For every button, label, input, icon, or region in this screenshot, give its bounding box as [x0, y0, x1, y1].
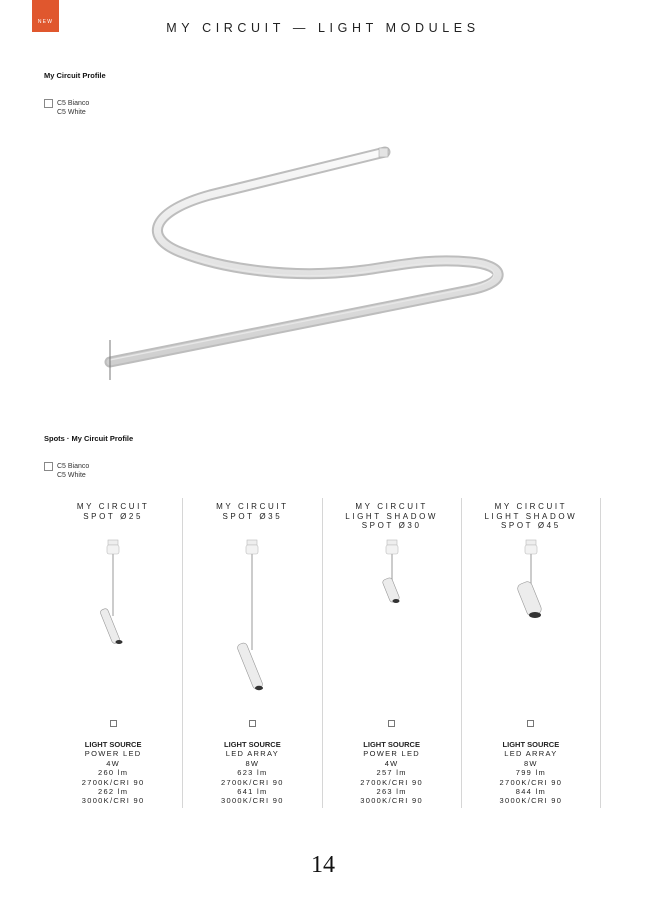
- circuit-profile-image: [100, 140, 520, 390]
- spots-grid: [44, 498, 601, 808]
- spot-image: [212, 538, 292, 698]
- product-name: MY CIRCUIT LIGHT SHADOW SPOT Ø30: [345, 502, 439, 530]
- spots-section-title: Spots · My Circuit Profile: [44, 434, 134, 443]
- spots-finish-checkbox[interactable]: [44, 462, 53, 471]
- page-title: MY CIRCUIT — LIGHT MODULES: [166, 21, 480, 35]
- product-column: [182, 498, 321, 808]
- spot-image: [491, 538, 571, 698]
- profile-finish-checkbox[interactable]: [44, 99, 53, 108]
- product-specs: LIGHT SOURCE POWER LED 4W 257 lm 2700K/CRI 90 263 lm 3000K/CRI 90: [360, 740, 423, 806]
- profile-finish-option[interactable]: [44, 99, 89, 117]
- product-name: MY CIRCUIT SPOT Ø25: [76, 502, 150, 521]
- product-checkbox[interactable]: [110, 720, 117, 727]
- product-specs: LIGHT SOURCE LED ARRAY 8W 623 lm 2700K/CRI 90 641 lm 3000K/CRI 90: [221, 740, 284, 806]
- product-checkbox[interactable]: [388, 720, 395, 727]
- spot-image: [352, 538, 432, 698]
- spots-finish-option[interactable]: [44, 462, 89, 480]
- profile-section-title: My Circuit Profile: [44, 71, 106, 80]
- product-checkbox[interactable]: [527, 720, 534, 727]
- product-specs: LIGHT SOURCE LED ARRAY 8W 799 lm 2700K/CRI 90 844 lm 3000K/CRI 90: [499, 740, 563, 806]
- finish-name-it: C5 Bianco: [57, 463, 90, 470]
- product-column: [44, 498, 182, 808]
- product-name: MY CIRCUIT SPOT Ø35: [216, 502, 289, 521]
- finish-name-en: C5 White: [57, 109, 86, 116]
- page-number: 14: [311, 852, 335, 878]
- product-checkbox[interactable]: [249, 720, 256, 727]
- product-column: [461, 498, 601, 808]
- spot-image: [73, 538, 153, 698]
- finish-name-it: C5 Bianco: [57, 100, 90, 107]
- product-specs: LIGHT SOURCE POWER LED 4W 260 lm 2700K/CRI 90 262 lm 3000K/CRI 90: [81, 740, 145, 806]
- finish-name-en: C5 White: [57, 472, 86, 479]
- new-badge: NEW: [32, 0, 59, 32]
- product-name: MY CIRCUIT LIGHT SHADOW SPOT Ø45: [484, 502, 578, 530]
- product-column: [322, 498, 461, 808]
